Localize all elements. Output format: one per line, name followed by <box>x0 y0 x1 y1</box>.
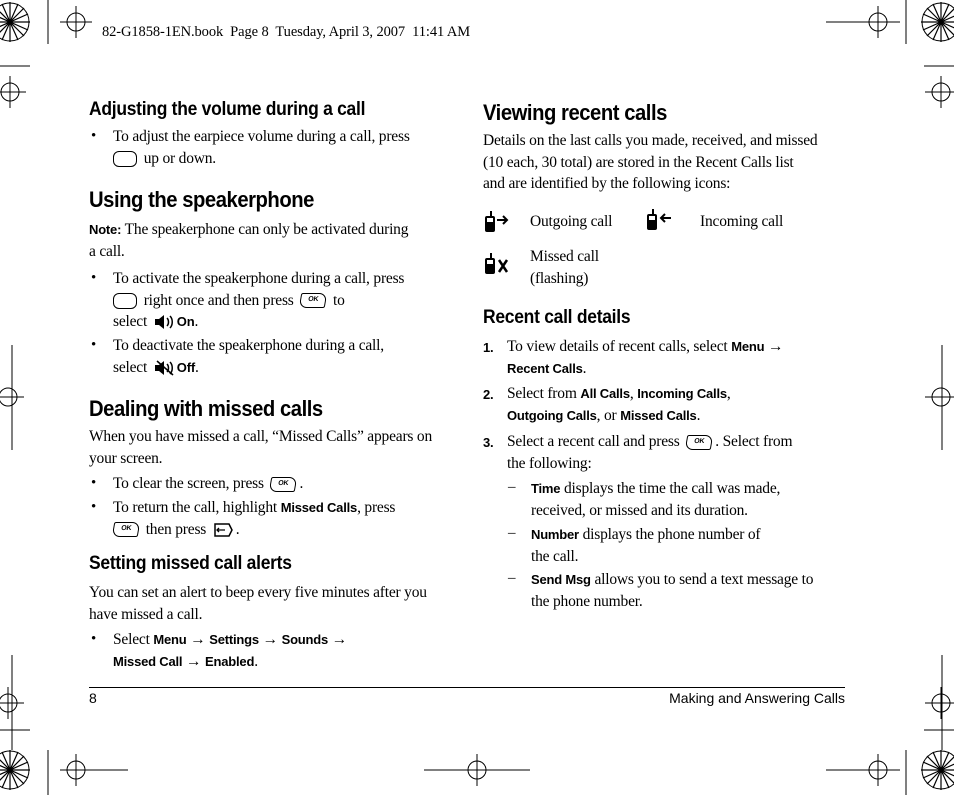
send-msg-desc-b: the phone number. <box>531 592 643 610</box>
incoming-call-icon <box>645 208 673 237</box>
missed-paragraph <box>89 426 454 469</box>
recent-calls-keyword: Recent Calls <box>507 360 583 376</box>
volume-text-b: up or down. <box>143 149 216 167</box>
missed-b1-text: To clear the screen, press <box>113 475 264 492</box>
missed-bullet-1: To clear the screen, press OK . <box>113 475 304 492</box>
send-key-icon <box>212 522 234 538</box>
ok-key-icon: OK <box>269 477 298 492</box>
send-msg-keyword: Send Msg <box>531 572 591 587</box>
speaker-b1-text-b: right once and then press <box>143 291 294 309</box>
volume-text-a: To adjust the earpiece volume during a call, press <box>113 128 410 145</box>
dash-marker: – <box>508 570 516 586</box>
step1-text: To view details of recent calls, select <box>507 338 728 355</box>
bullet-marker: • <box>91 631 97 647</box>
heading-speakerphone: Using the speakerphone <box>89 187 314 212</box>
ok-key-icon: OK <box>299 293 328 308</box>
step-3 <box>507 431 852 474</box>
recent-p-b: (10 each, 30 total) are stored in the Recent Calls list <box>483 153 794 171</box>
menu-keyword: Menu <box>731 339 765 354</box>
bullet-marker: • <box>91 475 97 491</box>
outgoing-calls-keyword: Outgoing Calls <box>507 407 597 423</box>
missed-label <box>530 246 599 289</box>
missed-calls-keyword: Missed Calls <box>280 500 358 515</box>
arrow: → <box>768 338 784 355</box>
step-number: 2. <box>483 387 494 402</box>
ok-key-icon: OK <box>112 522 141 537</box>
speaker-b2-text-b: select <box>113 358 148 376</box>
settings-keyword: Settings <box>209 632 259 647</box>
missed-b2-text-b: , press <box>357 499 396 516</box>
alerts-paragraph <box>89 582 454 625</box>
bullet-marker: • <box>91 270 97 286</box>
step3-text-a: Select a recent call and press <box>507 433 680 450</box>
footer-rule <box>89 687 845 688</box>
recent-p-a: Details on the last calls you made, received, and missed <box>483 132 818 149</box>
time-desc-a: displays the time the call was made, <box>564 480 781 497</box>
option-on: On <box>176 314 195 329</box>
navigation-key-icon <box>113 293 137 309</box>
incoming-label: Incoming call <box>700 213 784 230</box>
missed-b2-text-a: To return the call, highlight <box>113 499 278 516</box>
speaker-note <box>89 219 449 262</box>
page-number: 8 <box>89 690 97 706</box>
missed-label-b: (flashing) <box>530 269 589 287</box>
outgoing-call-icon <box>483 210 511 239</box>
alerts-p-a: You can set an alert to beep every five minutes after you <box>89 584 427 601</box>
arrow: → <box>331 631 348 648</box>
alerts-select-text: Select <box>113 631 150 648</box>
enabled-keyword: Enabled <box>205 653 255 669</box>
dash-marker: – <box>508 479 516 495</box>
missed-bullet-2: To return the call, highlight Missed Calls, press OK then press . <box>113 499 396 538</box>
alerts-bullet: Select Menu → Settings → Sounds → Missed Call → Enabled. <box>113 631 348 670</box>
option-number <box>531 524 851 567</box>
navigation-key-icon <box>113 151 137 167</box>
sounds-keyword: Sounds <box>281 632 329 647</box>
send-msg-desc-a: allows you to send a text message to <box>594 571 814 588</box>
missed-b2-text-c: then press <box>145 520 207 538</box>
incoming-calls-keyword: Incoming Calls <box>637 386 727 401</box>
speaker-b1-text-c: to <box>333 291 345 309</box>
speaker-b1-text-d: select <box>113 313 148 330</box>
time-keyword: Time <box>531 481 561 496</box>
speaker-off-icon <box>153 360 175 376</box>
heading-volume: Adjusting the volume during a call <box>89 99 366 120</box>
time-desc-b: received, or missed and its duration. <box>531 501 748 519</box>
step-2: Select from All Calls, Incoming Calls, Outgoing Calls, or Missed Calls. <box>507 385 731 424</box>
bullet-marker: • <box>91 128 97 144</box>
option-off: Off <box>176 359 195 375</box>
recent-paragraph <box>483 130 853 195</box>
missed-label-a: Missed call <box>530 248 599 265</box>
bullet-marker: • <box>91 337 97 353</box>
all-calls-keyword: All Calls <box>580 386 630 401</box>
number-desc-b: the call. <box>531 547 579 565</box>
bullet-marker: • <box>91 499 97 515</box>
number-desc-a: displays the phone number of <box>582 526 761 543</box>
missed-call-icon <box>483 252 511 281</box>
arrow: → <box>262 631 278 648</box>
recent-p-c: and are identified by the following icons: <box>483 175 731 192</box>
or-text: , or <box>596 406 617 424</box>
ok-key-icon: OK <box>685 435 714 450</box>
missed-calls-keyword: Missed Calls <box>620 407 697 423</box>
volume-bullet-text <box>113 126 453 169</box>
missed-p-a: When you have missed a call, “Missed Calls” appears on <box>89 428 433 445</box>
note-text-b: a call. <box>89 242 125 260</box>
outgoing-label: Outgoing call <box>530 213 613 230</box>
alerts-p-b: have missed a call. <box>89 605 203 623</box>
heading-missed-calls: Dealing with missed calls <box>89 396 323 421</box>
heading-recent-details: Recent call details <box>483 307 631 328</box>
speaker-b2-text-a: To deactivate the speakerphone during a call, <box>113 337 384 354</box>
dash-marker: – <box>508 525 516 541</box>
speaker-b1-text-a: To activate the speakerphone during a call, press <box>113 270 405 287</box>
step-number: 3. <box>483 435 494 450</box>
step3-text-c: the following: <box>507 454 592 472</box>
step-number: 1. <box>483 340 494 355</box>
arrow: → <box>190 631 206 648</box>
speaker-on-icon <box>153 314 175 330</box>
note-text-a: The speakerphone can only be activated during <box>124 221 409 238</box>
number-keyword: Number <box>531 527 579 542</box>
print-header: 82-G1858-1EN.book Page 8 Tuesday, April 3, 2007 11:41 AM <box>102 24 471 40</box>
missed-p-b: your screen. <box>89 449 163 467</box>
speaker-bullet-2: To deactivate the speakerphone during a call, select Off. <box>113 337 384 376</box>
option-time <box>531 478 851 521</box>
heading-recent-calls: Viewing recent calls <box>483 100 667 125</box>
arrow: → <box>186 652 202 670</box>
footer-section-title: Making and Answering Calls <box>669 690 845 706</box>
heading-missed-alerts: Setting missed call alerts <box>89 553 292 574</box>
step2-text: Select from <box>507 385 577 402</box>
option-send-msg <box>531 569 851 612</box>
step-1: To view details of recent calls, select Menu → Recent Calls. <box>507 338 784 377</box>
missed-call-keyword: Missed Call <box>113 653 183 669</box>
menu-keyword: Menu <box>153 632 187 647</box>
step3-text-b: . Select from <box>715 433 793 450</box>
speaker-bullet-1: To activate the speakerphone during a call, press right once and then press OK to select On. <box>113 270 405 330</box>
note-label: Note: <box>89 222 122 237</box>
